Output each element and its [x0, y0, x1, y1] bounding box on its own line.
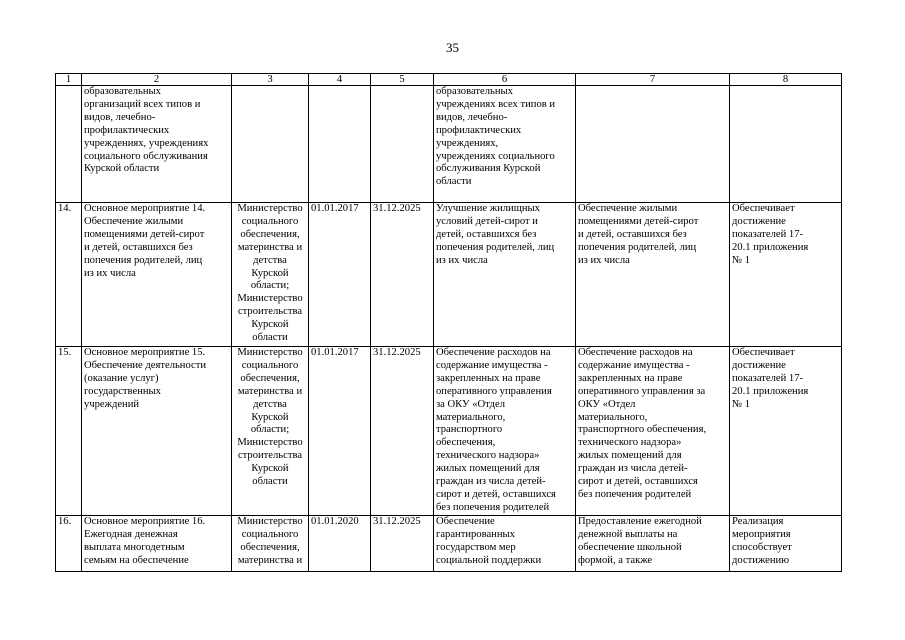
- result-cell: Обеспечение расходов на содержание имущества - закрепленных на праве оперативного управления за ОКУ «Отдел материального, транспортного обеспечения, технического надзора» жилых помещений для граждан из числа детей- сирот и детей, оставшихся без попечения родителей: [434, 347, 576, 516]
- header-cell: 7: [576, 74, 730, 86]
- consequence-cell: [576, 86, 730, 203]
- table-row: [56, 347, 842, 516]
- table-row: [56, 86, 842, 203]
- end-date-cell: [371, 86, 434, 203]
- start-date-cell: 01.01.2020: [309, 515, 371, 571]
- indicator-link-cell: Реализация мероприятия способствует достижению: [730, 515, 842, 571]
- program-table: [55, 73, 842, 572]
- start-date-cell: 01.01.2017: [309, 347, 371, 516]
- header-cell: 8: [730, 74, 842, 86]
- row-number-cell: 15.: [56, 347, 82, 516]
- result-cell: образовательных учреждениях всех типов и видов, лечебно- профилактических учреждениях, учреждениях социального обслуживания Курской области: [434, 86, 576, 203]
- result-cell: Улучшение жилищных условий детей-сирот и детей, оставшихся без попечения родителей, лиц из их числа: [434, 203, 576, 347]
- table-row: [56, 515, 842, 571]
- page-number: 35: [446, 40, 459, 55]
- indicator-link-cell: Обеспечивает достижение показателей 17- 20.1 приложения № 1: [730, 203, 842, 347]
- indicator-link-cell: Обеспечивает достижение показателей 17- 20.1 приложения № 1: [730, 347, 842, 516]
- executor-cell: Министерство социального обеспечения, материнства и: [232, 515, 309, 571]
- table-row: [56, 203, 842, 347]
- header-row: [56, 74, 842, 86]
- consequence-cell: Предоставление ежегодной денежной выплаты на обеспечение школьной формой, а также: [576, 515, 730, 571]
- consequence-cell: Обеспечение жилыми помещениями детей-сирот и детей, оставшихся без попечения родителей, лиц из их числа: [576, 203, 730, 347]
- start-date-cell: 01.01.2017: [309, 203, 371, 347]
- activity-name-cell: Основное мероприятие 14. Обеспечение жилыми помещениями детей-сирот и детей, оставшихся без попечения родителей, лиц из их числа: [82, 203, 232, 347]
- executor-cell: Министерство социального обеспечения, материнства и детства Курской области; Министерство строительства Курской области: [232, 203, 309, 347]
- end-date-cell: 31.12.2025: [371, 347, 434, 516]
- executor-cell: Министерство социального обеспечения, материнства и детства Курской области; Министерство строительства Курской области: [232, 347, 309, 516]
- row-number-cell: 14.: [56, 203, 82, 347]
- header-cell: 2: [82, 74, 232, 86]
- header-cell: 4: [309, 74, 371, 86]
- end-date-cell: 31.12.2025: [371, 515, 434, 571]
- header-cell: 3: [232, 74, 309, 86]
- header-cell: 5: [371, 74, 434, 86]
- row-number-cell: 16.: [56, 515, 82, 571]
- header-cell: 6: [434, 74, 576, 86]
- indicator-link-cell: [730, 86, 842, 203]
- end-date-cell: 31.12.2025: [371, 203, 434, 347]
- result-cell: Обеспечение гарантированных государством мер социальной поддержки: [434, 515, 576, 571]
- activity-name-cell: Основное мероприятие 15. Обеспечение деятельности (оказание услуг) государственных учреждений: [82, 347, 232, 516]
- executor-cell: [232, 86, 309, 203]
- activity-name-cell: Основное мероприятие 16. Ежегодная денежная выплата многодетным семьям на обеспечение: [82, 515, 232, 571]
- consequence-cell: Обеспечение расходов на содержание имущества - закрепленных на праве оперативного управления за ОКУ «Отдел материального, транспортного обеспечения, технического надзора» жилых помещений для граждан из числа детей- сирот и детей, оставшихся без попечения родителей: [576, 347, 730, 516]
- header-cell: 1: [56, 74, 82, 86]
- start-date-cell: [309, 86, 371, 203]
- page-bottom-margin: [0, 578, 905, 640]
- row-number-cell: [56, 86, 82, 203]
- activity-name-cell: образовательных организаций всех типов и видов, лечебно- профилактических учреждениях, учреждениях социального обслуживания Курской области: [82, 86, 232, 203]
